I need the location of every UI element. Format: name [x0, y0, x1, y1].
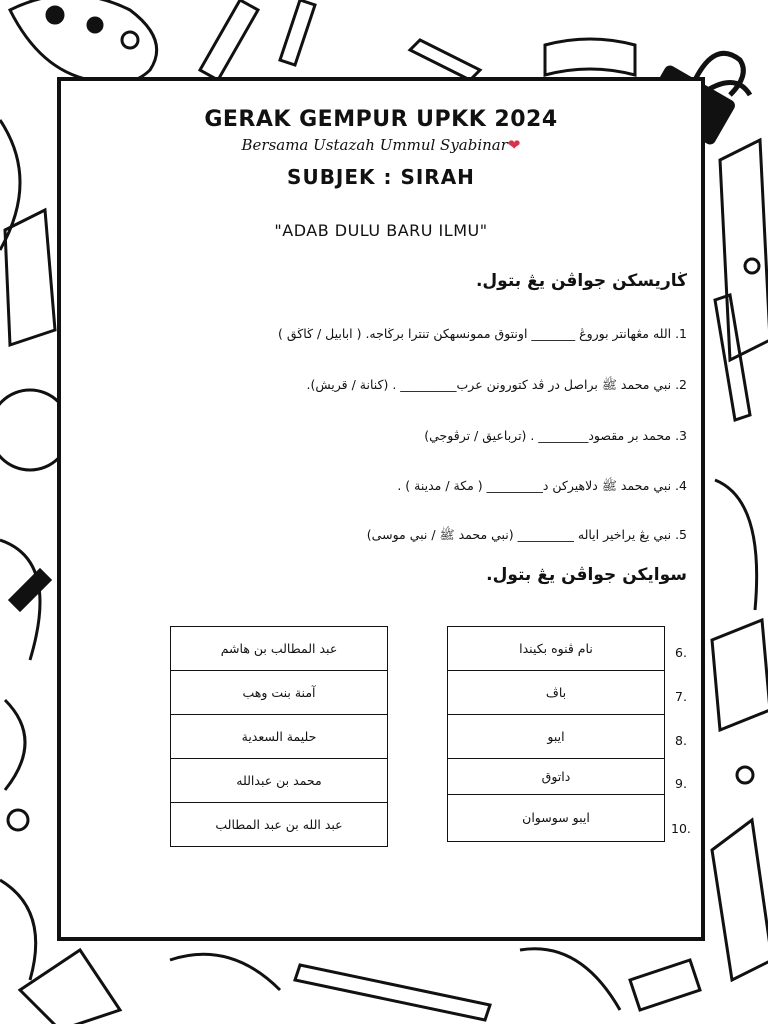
match-item: عبد المطالب بن هاشم — [171, 627, 387, 671]
match-item: حليمة السعدية — [171, 715, 387, 759]
question-number: 4 — [679, 478, 687, 493]
question-text: . نبي محمد ﷺ دلاهيركن د_________ ( مكة / مدينة ) . — [397, 478, 680, 493]
subject-label: SUBJEK : SIRAH — [287, 165, 475, 189]
section-b-heading: سوايكن جواڤن يڠ بتول. — [486, 565, 687, 585]
match-item: عبد الله بن عبد المطالب — [215, 817, 343, 832]
match-number-10: 10. — [671, 821, 691, 836]
worksheet — [57, 77, 705, 941]
heart-icon: ❤ — [507, 136, 521, 154]
question-number: 5 — [679, 527, 687, 542]
match-item: داتوق — [448, 759, 664, 795]
page-title: GERAK GEMPUR UPKK 2024 — [204, 107, 558, 132]
match-item: محمد بن عبدالله — [171, 759, 387, 803]
subtitle-text: Bersama Ustazah Ummul Syabinar — [241, 136, 508, 154]
match-number-9: 9. — [675, 776, 687, 791]
match-number-6: 6. — [675, 645, 687, 660]
question-2 — [306, 377, 687, 396]
match-item: آمنة بنت وهب — [171, 671, 387, 715]
question-text: . محمد بر مقصود________ . (ترباعيق / ترڤوجي) — [424, 428, 680, 443]
section-a-heading: ڬاريسكن جواڤن يڠ بتول. — [475, 271, 687, 291]
question-text: . الله مڠهانتر بوروڠ _______ اونتوق ممونسهكن تنترا برڬاجه. ( ابابيل / ڬاڬق ) — [278, 326, 680, 341]
question-number: 1 — [679, 326, 687, 341]
match-left-column — [170, 626, 388, 847]
question-number: 2 — [679, 377, 687, 392]
match-number-8: 8. — [675, 733, 687, 748]
subtitle — [61, 136, 701, 154]
question-5 — [367, 527, 687, 546]
match-item: نام ڤنوه بكيندا — [448, 627, 664, 671]
question-text: . نبي يڠ يراخير اياله _________ (نبي محمد ﷺ / نبي موسى) — [366, 527, 680, 542]
question-4 — [397, 478, 687, 497]
match-right-column — [447, 626, 665, 842]
match-item: باڤ — [448, 671, 664, 715]
question-1 — [278, 326, 687, 341]
match-item: ايبو — [448, 715, 664, 759]
match-number-7: 7. — [675, 689, 687, 704]
question-number: 3 — [679, 428, 687, 443]
question-3 — [424, 428, 687, 443]
match-item: ايبو سوسوان — [522, 810, 590, 825]
question-text: . نبي محمد ﷺ براصل در ڤد كتورونن عرب_________ . (كنانة / قريش). — [306, 377, 680, 392]
motto: "ADAB DULU BARU ILMU" — [274, 221, 488, 240]
